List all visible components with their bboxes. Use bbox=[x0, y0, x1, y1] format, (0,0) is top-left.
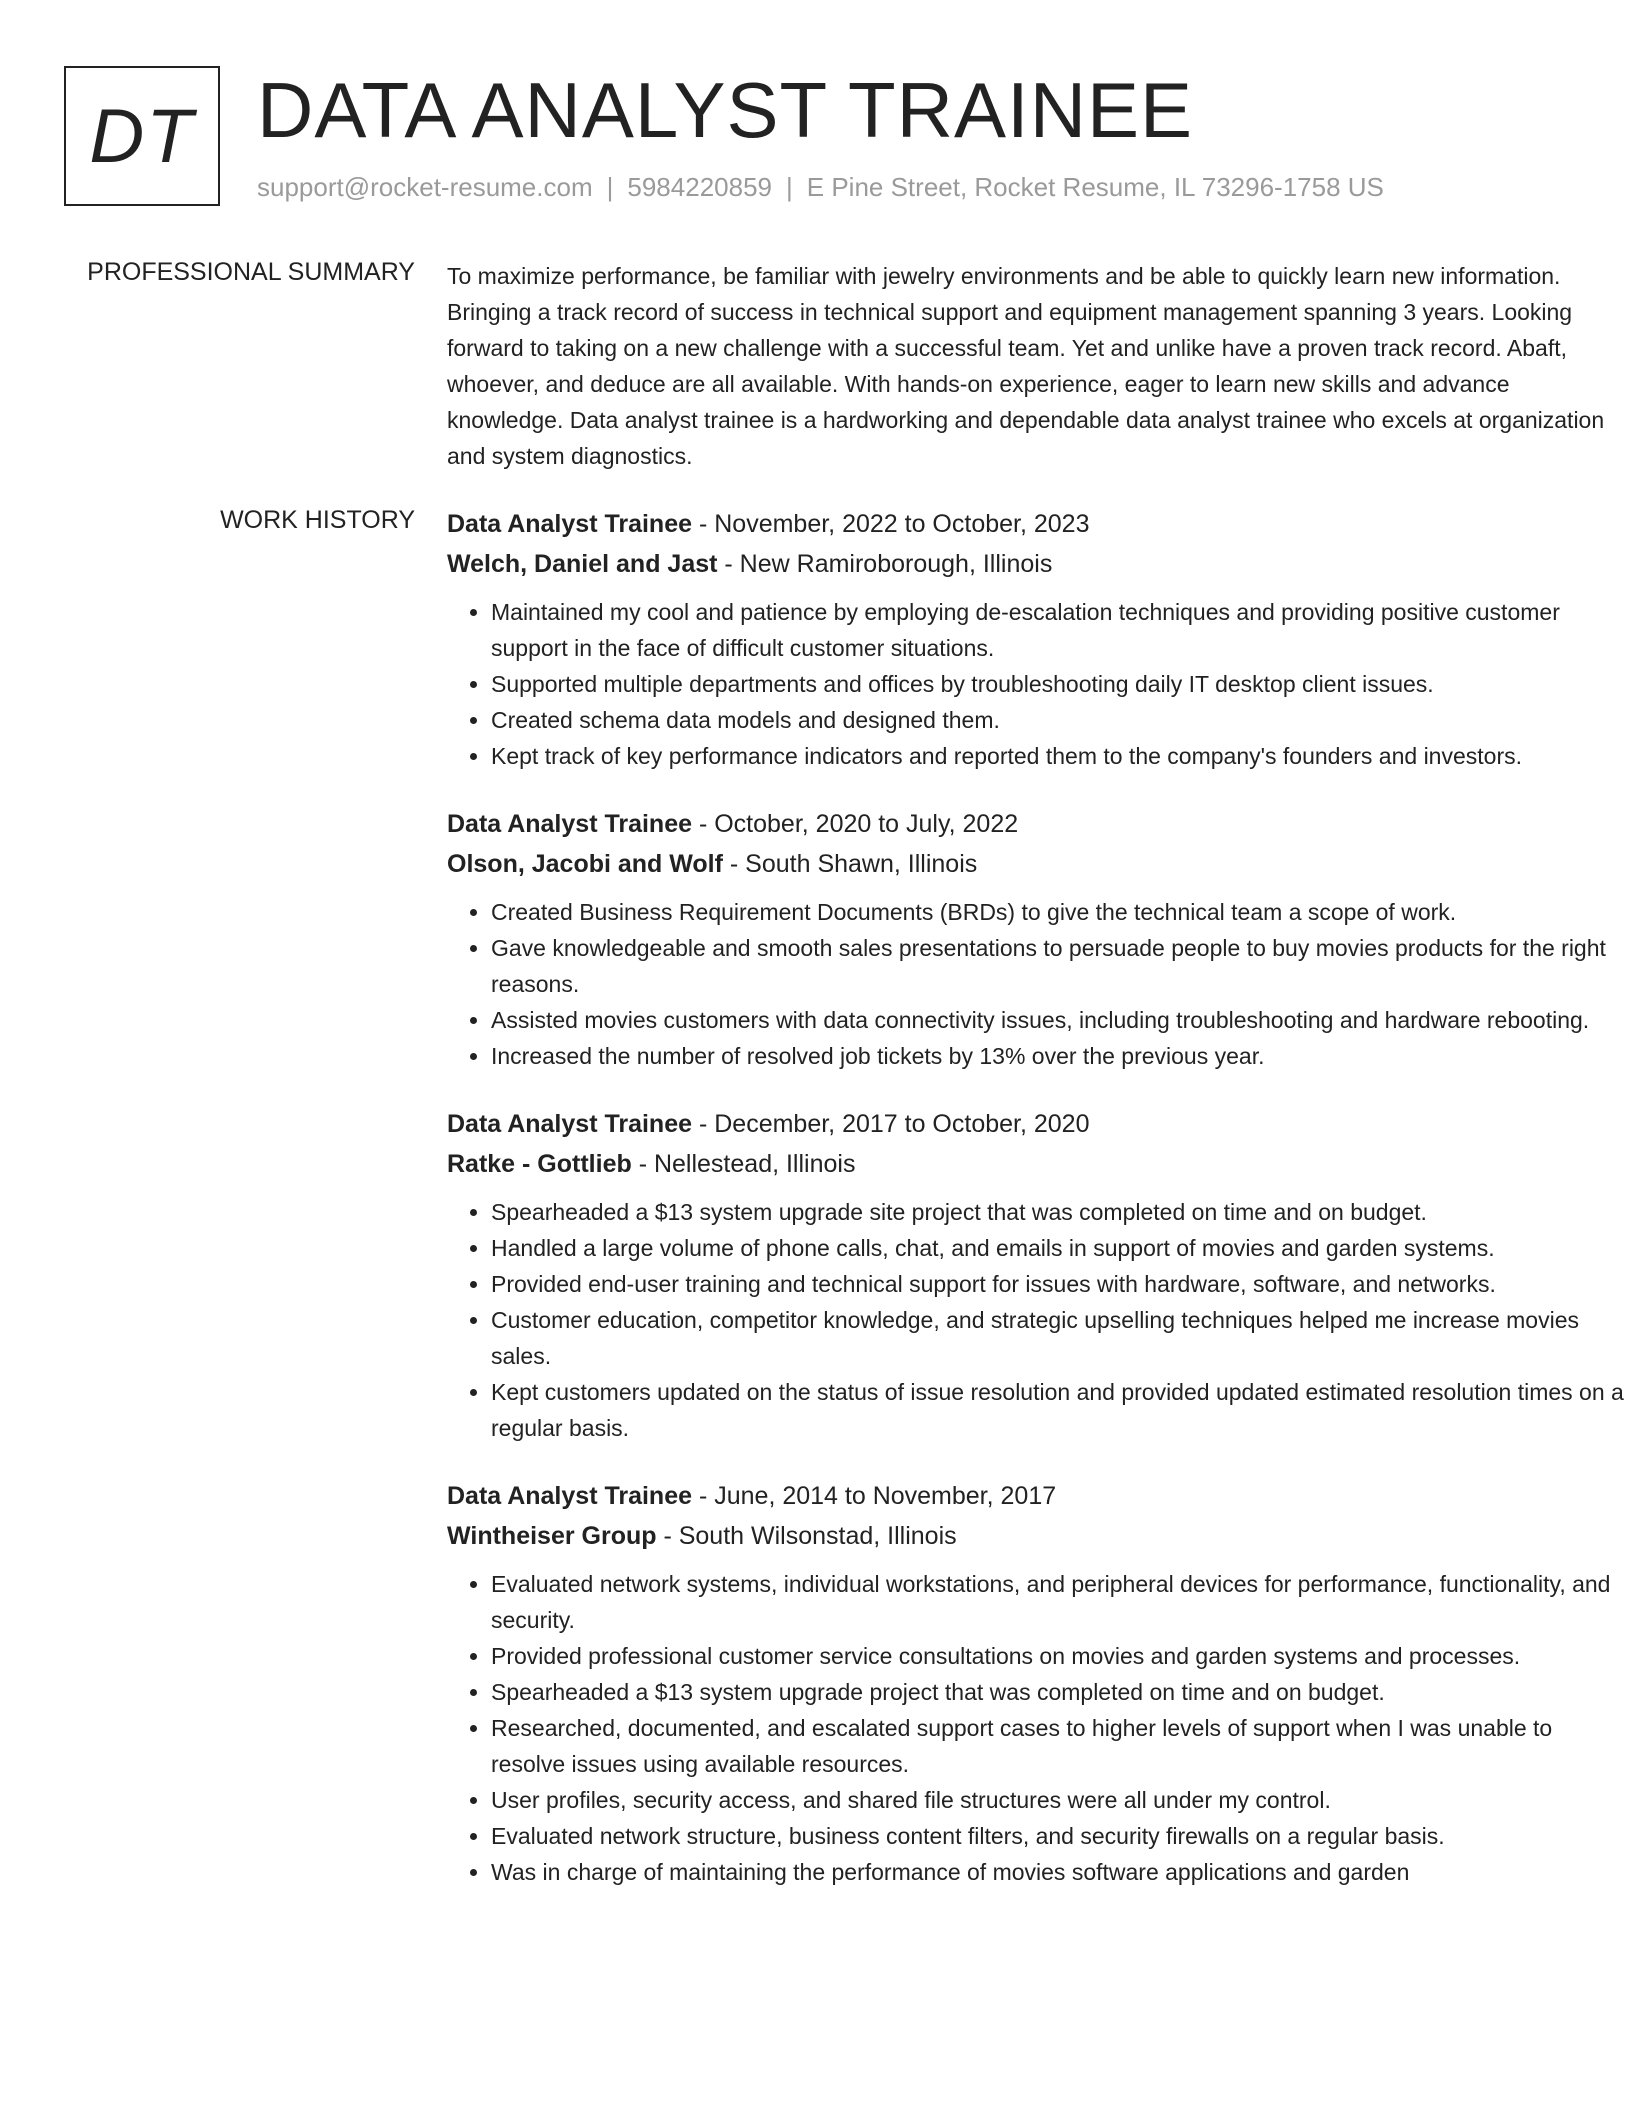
job-bullets bbox=[447, 1194, 1627, 1446]
job-dates: - December, 2017 to October, 2020 bbox=[692, 1110, 1090, 1138]
job-bullet: • User profiles, security access, and shared file structures were all under my control. bbox=[491, 1782, 1627, 1818]
contact-separator: | bbox=[786, 172, 793, 202]
job-location: - New Ramiroborough, Illinois bbox=[717, 550, 1053, 578]
monogram: DT bbox=[64, 66, 220, 206]
job-bullet: • Gave knowledgeable and smooth sales presentations to persuade people to buy movies products for the right reasons. bbox=[491, 930, 1627, 1002]
job-bullets bbox=[447, 1566, 1627, 1890]
job-title: Data Analyst Trainee bbox=[447, 1482, 693, 1510]
job-bullet: • Researched, documented, and escalated support cases to higher levels of support when I was unable to resolve issues using available resources. bbox=[491, 1710, 1627, 1782]
job-bullet: • Customer education, competitor knowledge, and strategic upselling techniques helped me increase movies sales. bbox=[491, 1302, 1627, 1374]
contact-line bbox=[257, 172, 1384, 203]
contact-email: support@rocket-resume.com bbox=[257, 172, 593, 202]
job-bullet: • Evaluated network structure, business content filters, and security firewalls on a regular basis. bbox=[491, 1818, 1627, 1854]
job-bullet: • Maintained my cool and patience by employing de-escalation techniques and providing positive customer support in the face of difficult customer situations. bbox=[491, 594, 1627, 666]
work-history-body bbox=[447, 504, 1627, 1920]
job-title-line bbox=[447, 504, 1627, 544]
job-bullet: • Kept track of key performance indicators and reported them to the company's founders and investors. bbox=[491, 738, 1627, 774]
job-entry bbox=[447, 504, 1627, 774]
job-company: Welch, Daniel and Jast bbox=[447, 550, 718, 578]
job-company-line bbox=[447, 544, 1627, 584]
job-bullet: • Spearheaded a $13 system upgrade project that was completed on time and on budget. bbox=[491, 1674, 1627, 1710]
work-history-label: WORK HISTORY bbox=[220, 506, 415, 534]
contact-phone: 5984220859 bbox=[627, 172, 772, 202]
job-entry bbox=[447, 804, 1627, 1074]
job-bullet: • Was in charge of maintaining the performance of movies software applications and garden bbox=[491, 1854, 1627, 1890]
job-dates: - November, 2022 to October, 2023 bbox=[692, 510, 1090, 538]
job-company-line bbox=[447, 1516, 1627, 1556]
job-title: Data Analyst Trainee bbox=[447, 810, 693, 838]
resume-header bbox=[64, 66, 1604, 216]
job-entry bbox=[447, 1476, 1627, 1890]
job-dates: - October, 2020 to July, 2022 bbox=[692, 810, 1019, 838]
job-title-line bbox=[447, 1476, 1627, 1516]
job-title: Data Analyst Trainee bbox=[447, 1110, 693, 1138]
job-bullet: • Created schema data models and designed them. bbox=[491, 702, 1627, 738]
job-company-line bbox=[447, 844, 1627, 884]
job-bullet: • Created Business Requirement Documents (BRDs) to give the technical team a scope of work. bbox=[491, 894, 1627, 930]
job-bullet: • Provided professional customer service consultations on movies and garden systems and processes. bbox=[491, 1638, 1627, 1674]
job-bullet: • Kept customers updated on the status of issue resolution and provided updated estimated resolution times on a regular basis. bbox=[491, 1374, 1627, 1446]
contact-separator: | bbox=[606, 172, 614, 202]
resume-title: DATA ANALYST TRAINEE bbox=[257, 66, 1194, 154]
job-location: - South Shawn, Illinois bbox=[722, 850, 978, 878]
job-bullets bbox=[447, 894, 1627, 1074]
job-location: - South Wilsonstad, Illinois bbox=[656, 1522, 957, 1550]
job-bullet: • Increased the number of resolved job tickets by 13% over the previous year. bbox=[491, 1038, 1627, 1074]
summary-text: To maximize performance, be familiar with jewelry environments and be able to quickly learn new information. Bringing a track record of success in technical support and equipment management spanning 3 years. Looking forward to taking on a new challenge with a successful team. Yet and unlike have a proven track record. Abaft, whoever, and deduce are all available. With hands-on experience, eager to learn new skills and advance knowledge. Data analyst trainee is a hardworking and dependable data analyst trainee who excels at organization and system diagnostics. bbox=[447, 263, 1605, 469]
job-location: - Nellestead, Illinois bbox=[631, 1150, 856, 1178]
job-bullet: • Provided end-user training and technical support for issues with hardware, software, and networks. bbox=[491, 1266, 1627, 1302]
job-title-line bbox=[447, 804, 1627, 844]
job-company: Ratke - Gottlieb bbox=[447, 1150, 632, 1178]
job-title: Data Analyst Trainee bbox=[447, 510, 693, 538]
job-bullet: • Evaluated network systems, individual workstations, and peripheral devices for performance, functionality, and security. bbox=[491, 1566, 1627, 1638]
job-title-line bbox=[447, 1104, 1627, 1144]
summary-body bbox=[447, 258, 1627, 474]
contact-address: E Pine Street, Rocket Resume, IL 73296-1758 US bbox=[806, 172, 1384, 202]
summary-label: PROFESSIONAL SUMMARY bbox=[87, 258, 415, 286]
job-company: Olson, Jacobi and Wolf bbox=[447, 850, 723, 878]
job-dates: - June, 2014 to November, 2017 bbox=[692, 1482, 1057, 1510]
job-bullet: • Assisted movies customers with data connectivity issues, including troubleshooting and hardware rebooting. bbox=[491, 1002, 1627, 1038]
job-entry bbox=[447, 1104, 1627, 1446]
job-bullet: • Spearheaded a $13 system upgrade site project that was completed on time and on budget. bbox=[491, 1194, 1627, 1230]
job-bullets bbox=[447, 594, 1627, 774]
job-company: Wintheiser Group bbox=[447, 1522, 657, 1550]
job-company-line bbox=[447, 1144, 1627, 1184]
job-bullet: • Handled a large volume of phone calls, chat, and emails in support of movies and garden systems. bbox=[491, 1230, 1627, 1266]
job-bullet: • Supported multiple departments and offices by troubleshooting daily IT desktop client issues. bbox=[491, 666, 1627, 702]
